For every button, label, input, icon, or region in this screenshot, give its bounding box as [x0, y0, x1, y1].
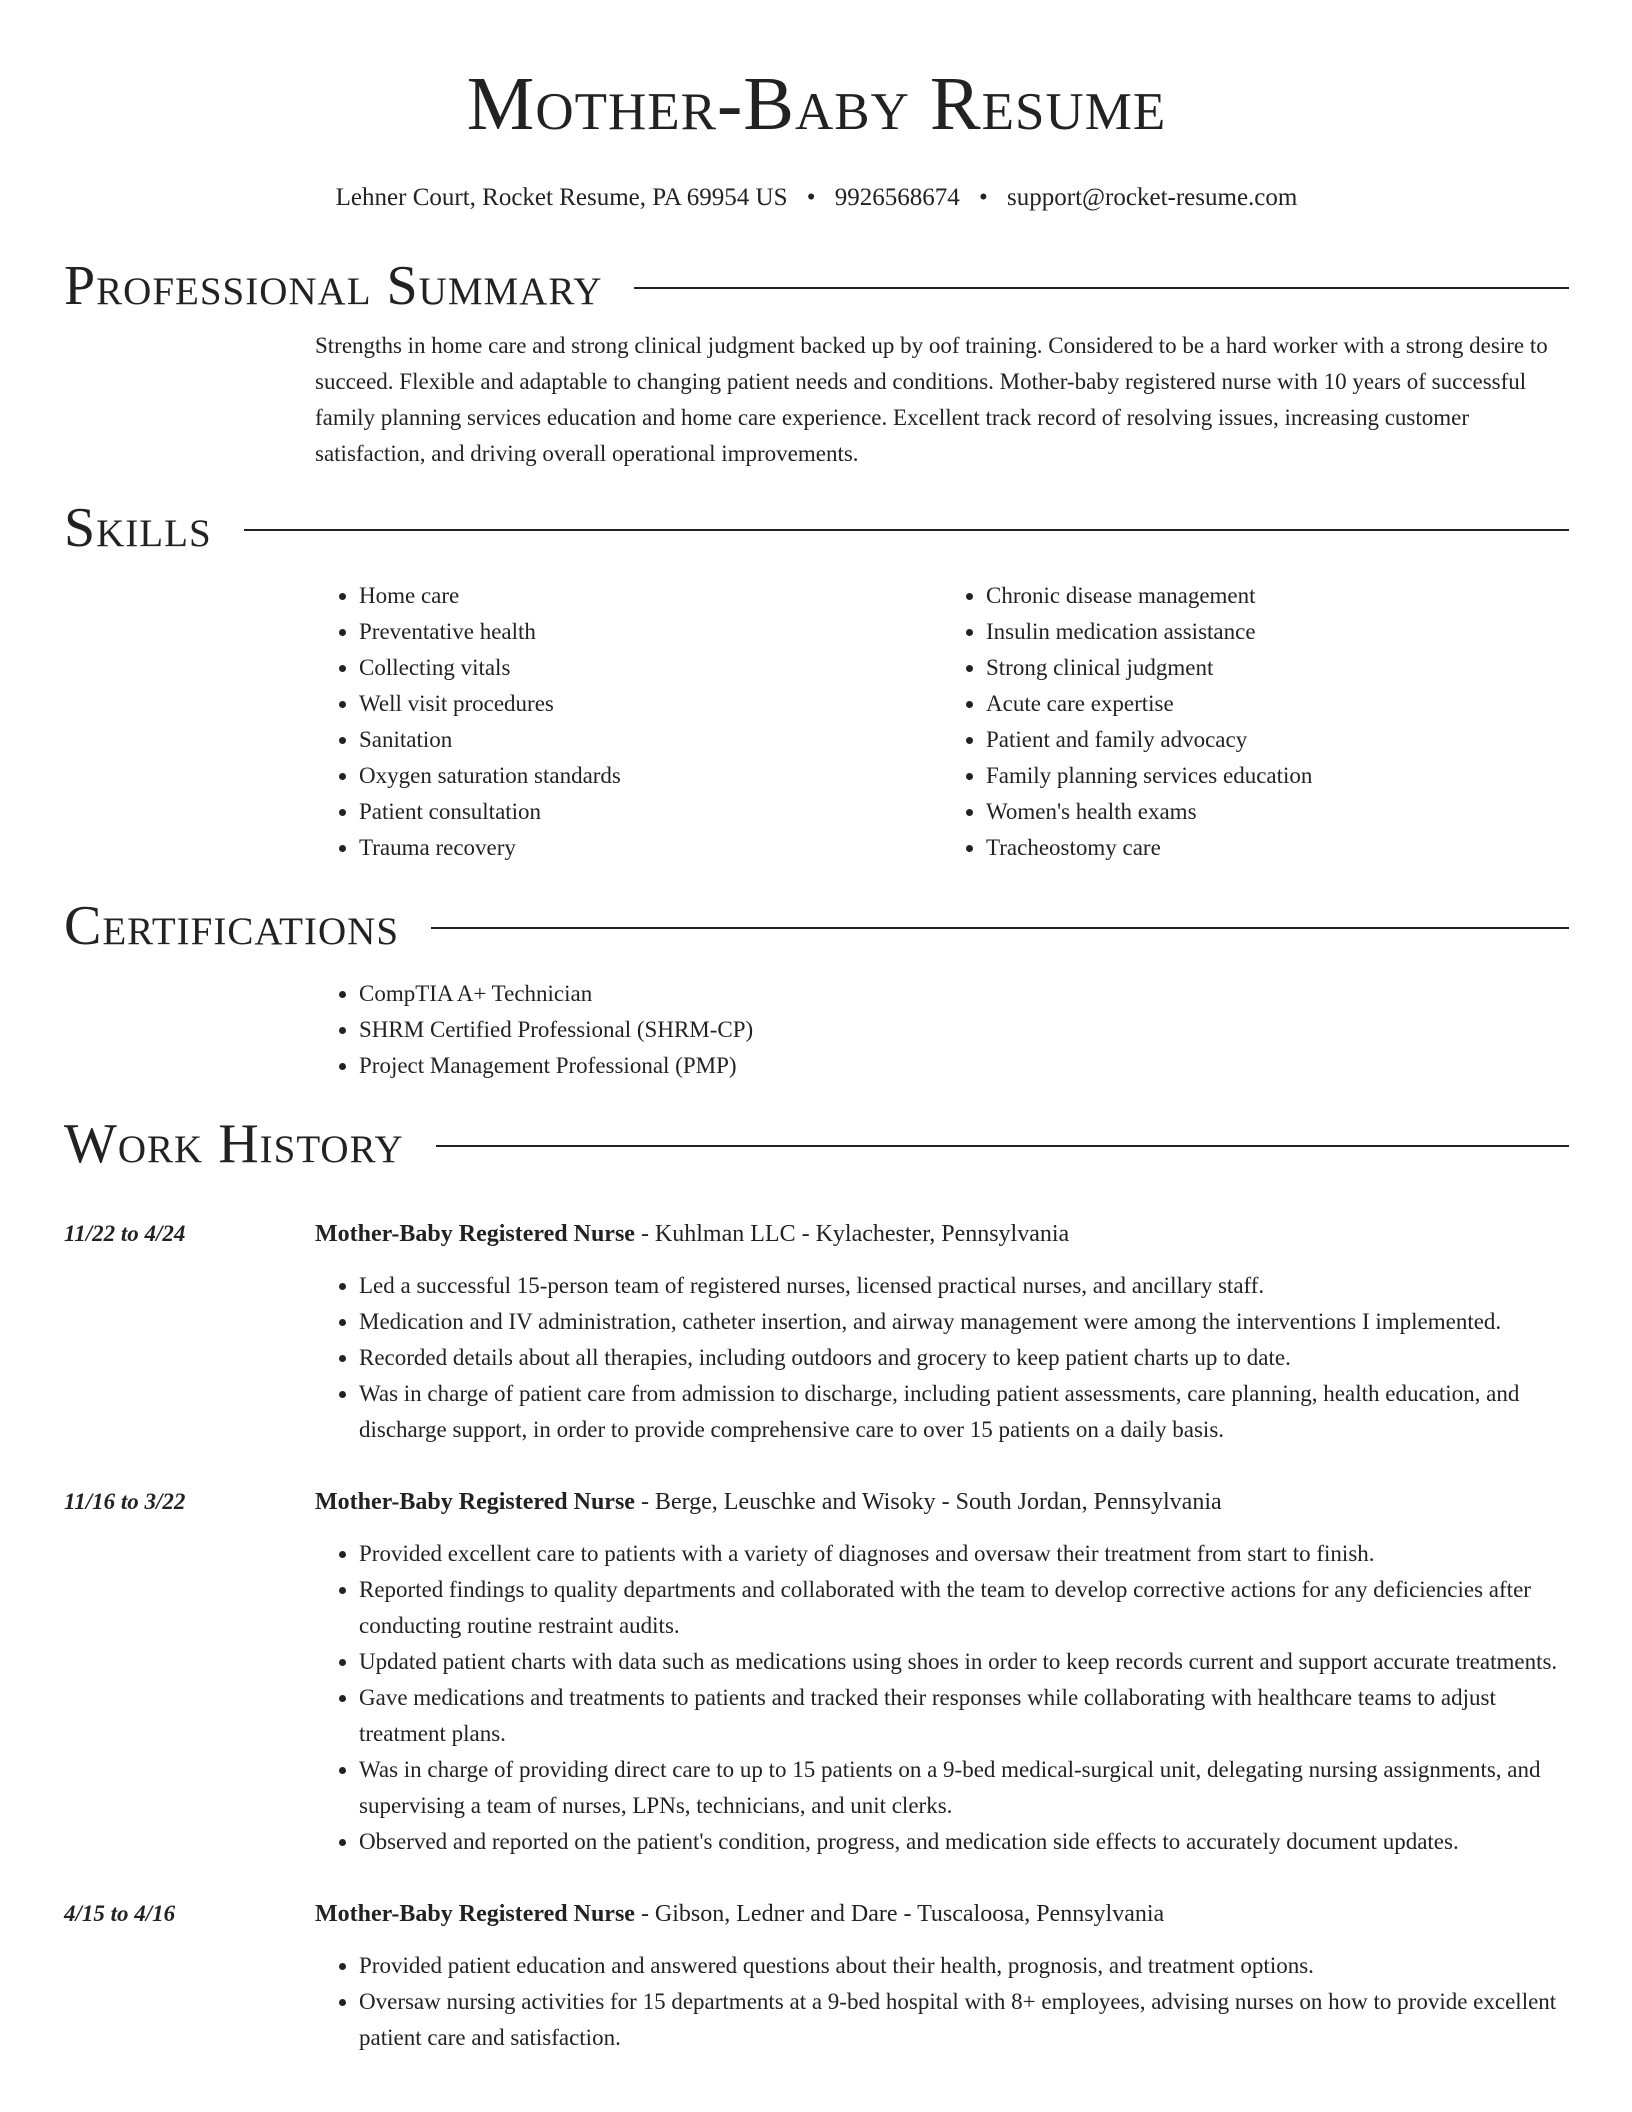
job-entry	[64, 1216, 1569, 1448]
job-bullets	[315, 1948, 1569, 2056]
job-employer: - Gibson, Ledner and Dare - Tuscaloosa, Pennsylvania	[634, 1901, 1165, 1927]
skill-item: • Home care	[359, 578, 942, 614]
job-details	[315, 1216, 1569, 1448]
work-section-header	[64, 1112, 1569, 1176]
job-bullet: • Was in charge of patient care from admission to discharge, including patient assessments, care planning, health education, and discharge support, in order to provide comprehensive care to over 15 patients on a daily basis.	[359, 1376, 1569, 1448]
certifications-list	[315, 976, 1569, 1084]
skill-item: • Trauma recovery	[359, 830, 942, 866]
skill-item: • Oxygen saturation standards	[359, 758, 942, 794]
job-title: Mother-Baby Registered Nurse	[315, 1489, 635, 1515]
job-bullet: • Led a successful 15-person team of registered nurses, licensed practical nurses, and ancillary staff.	[359, 1268, 1569, 1304]
skills-grid	[315, 578, 1569, 866]
skills-heading: Skills	[64, 497, 212, 559]
contact-address: Lehner Court, Rocket Resume, PA 69954 US	[335, 184, 788, 211]
job-entry	[64, 1896, 1569, 2056]
skill-item: • Well visit procedures	[359, 686, 942, 722]
work-history-list	[64, 1216, 1569, 2056]
job-title-line	[315, 1484, 1569, 1520]
job-bullet: • Observed and reported on the patient's condition, progress, and medication side effects to accurately document updates.	[359, 1824, 1569, 1860]
job-bullet: • Was in charge of providing direct care to up to 15 patients on a 9-bed medical-surgical unit, delegating nursing assignments, and supervising a team of nurses, LPNs, technicians, and unit clerks.	[359, 1752, 1569, 1824]
summary-section-header	[64, 254, 1569, 318]
contact-email: support@rocket-resume.com	[1007, 184, 1298, 211]
job-bullets	[315, 1536, 1569, 1860]
certification-item: • SHRM Certified Professional (SHRM-CP)	[359, 1012, 1569, 1048]
job-title-line	[315, 1216, 1569, 1252]
job-bullet: • Recorded details about all therapies, including outdoors and grocery to keep patient charts up to date.	[359, 1340, 1569, 1376]
section-divider	[634, 287, 1569, 289]
job-bullet: • Provided patient education and answered questions about their health, prognosis, and treatment options.	[359, 1948, 1569, 1984]
job-bullet: • Oversaw nursing activities for 15 departments at a 9-bed hospital with 8+ employees, advising nurses on how to provide excellent patient care and satisfaction.	[359, 1984, 1569, 2056]
job-title: Mother-Baby Registered Nurse	[315, 1221, 635, 1247]
job-bullets	[315, 1268, 1569, 1448]
summary-text: Strengths in home care and strong clinical judgment backed up by oof training. Considered to be a hard worker with a strong desire to succeed. Flexible and adaptable to changing patient needs and conditions. Mother-baby registered nurse with 10 years of successful family planning services education and home care experience. Excellent track record of resolving issues, increasing customer satisfaction, and driving overall operational improvements.	[315, 333, 1548, 466]
job-bullet: • Provided excellent care to patients with a variety of diagnoses and oversaw their treatment from start to finish.	[359, 1536, 1569, 1572]
job-details	[315, 1896, 1569, 2056]
contact-separator: •	[806, 184, 816, 211]
job-dates: 4/15 to 4/16	[64, 1901, 176, 1926]
skill-item: • Women's health exams	[986, 794, 1569, 830]
job-entry	[64, 1484, 1569, 1860]
skill-item: • Tracheostomy care	[986, 830, 1569, 866]
contact-separator: •	[979, 184, 988, 211]
skill-item: • Strong clinical judgment	[986, 650, 1569, 686]
job-bullet: • Reported findings to quality departments and collaborated with the team to develop corrective actions for any deficiencies after conducting routine restraint audits.	[359, 1572, 1569, 1644]
job-details	[315, 1484, 1569, 1860]
skill-item: • Patient and family advocacy	[986, 722, 1569, 758]
job-dates: 11/22 to 4/24	[64, 1221, 186, 1246]
skills-list-left	[315, 578, 942, 866]
skill-item: • Acute care expertise	[986, 686, 1569, 722]
job-employer: - Kuhlman LLC - Kylachester, Pennsylvania	[634, 1221, 1070, 1247]
certifications-body	[315, 976, 1569, 1084]
skill-item: • Insulin medication assistance	[986, 614, 1569, 650]
summary-heading: Professional Summary	[64, 255, 603, 317]
certification-item: • Project Management Professional (PMP)	[359, 1048, 1569, 1084]
contact-phone: 9926568674	[834, 184, 960, 211]
skill-item: • Sanitation	[359, 722, 942, 758]
work-heading: Work History	[64, 1113, 404, 1175]
job-employer: - Berge, Leuschke and Wisoky - South Jordan, Pennsylvania	[634, 1489, 1222, 1515]
job-bullet: • Updated patient charts with data such as medications using shoes in order to keep records current and support accurate treatments.	[359, 1644, 1569, 1680]
section-divider	[244, 529, 1569, 531]
skill-item: • Chronic disease management	[986, 578, 1569, 614]
resume-name: Mother-Baby Resume	[466, 62, 1167, 146]
contact-line	[64, 182, 1569, 214]
section-divider	[436, 1145, 1569, 1147]
certifications-heading: Certifications	[64, 895, 400, 957]
job-dates: 11/16 to 3/22	[64, 1489, 186, 1514]
job-title: Mother-Baby Registered Nurse	[315, 1901, 635, 1927]
skill-item: • Collecting vitals	[359, 650, 942, 686]
certifications-section-header	[64, 894, 1569, 958]
skill-item: • Patient consultation	[359, 794, 942, 830]
certification-item: • CompTIA A+ Technician	[359, 976, 1569, 1012]
section-divider	[431, 927, 1569, 929]
skills-list-right	[942, 578, 1569, 866]
job-title-line	[315, 1896, 1569, 1932]
skills-section-header	[64, 496, 1569, 560]
skill-item: • Preventative health	[359, 614, 942, 650]
skill-item: • Family planning services education	[986, 758, 1569, 794]
job-bullet: • Medication and IV administration, catheter insertion, and airway management were among the interventions I implemented.	[359, 1304, 1569, 1340]
job-bullet: • Gave medications and treatments to patients and tracked their responses while collaborating with healthcare teams to adjust treatment plans.	[359, 1680, 1569, 1752]
